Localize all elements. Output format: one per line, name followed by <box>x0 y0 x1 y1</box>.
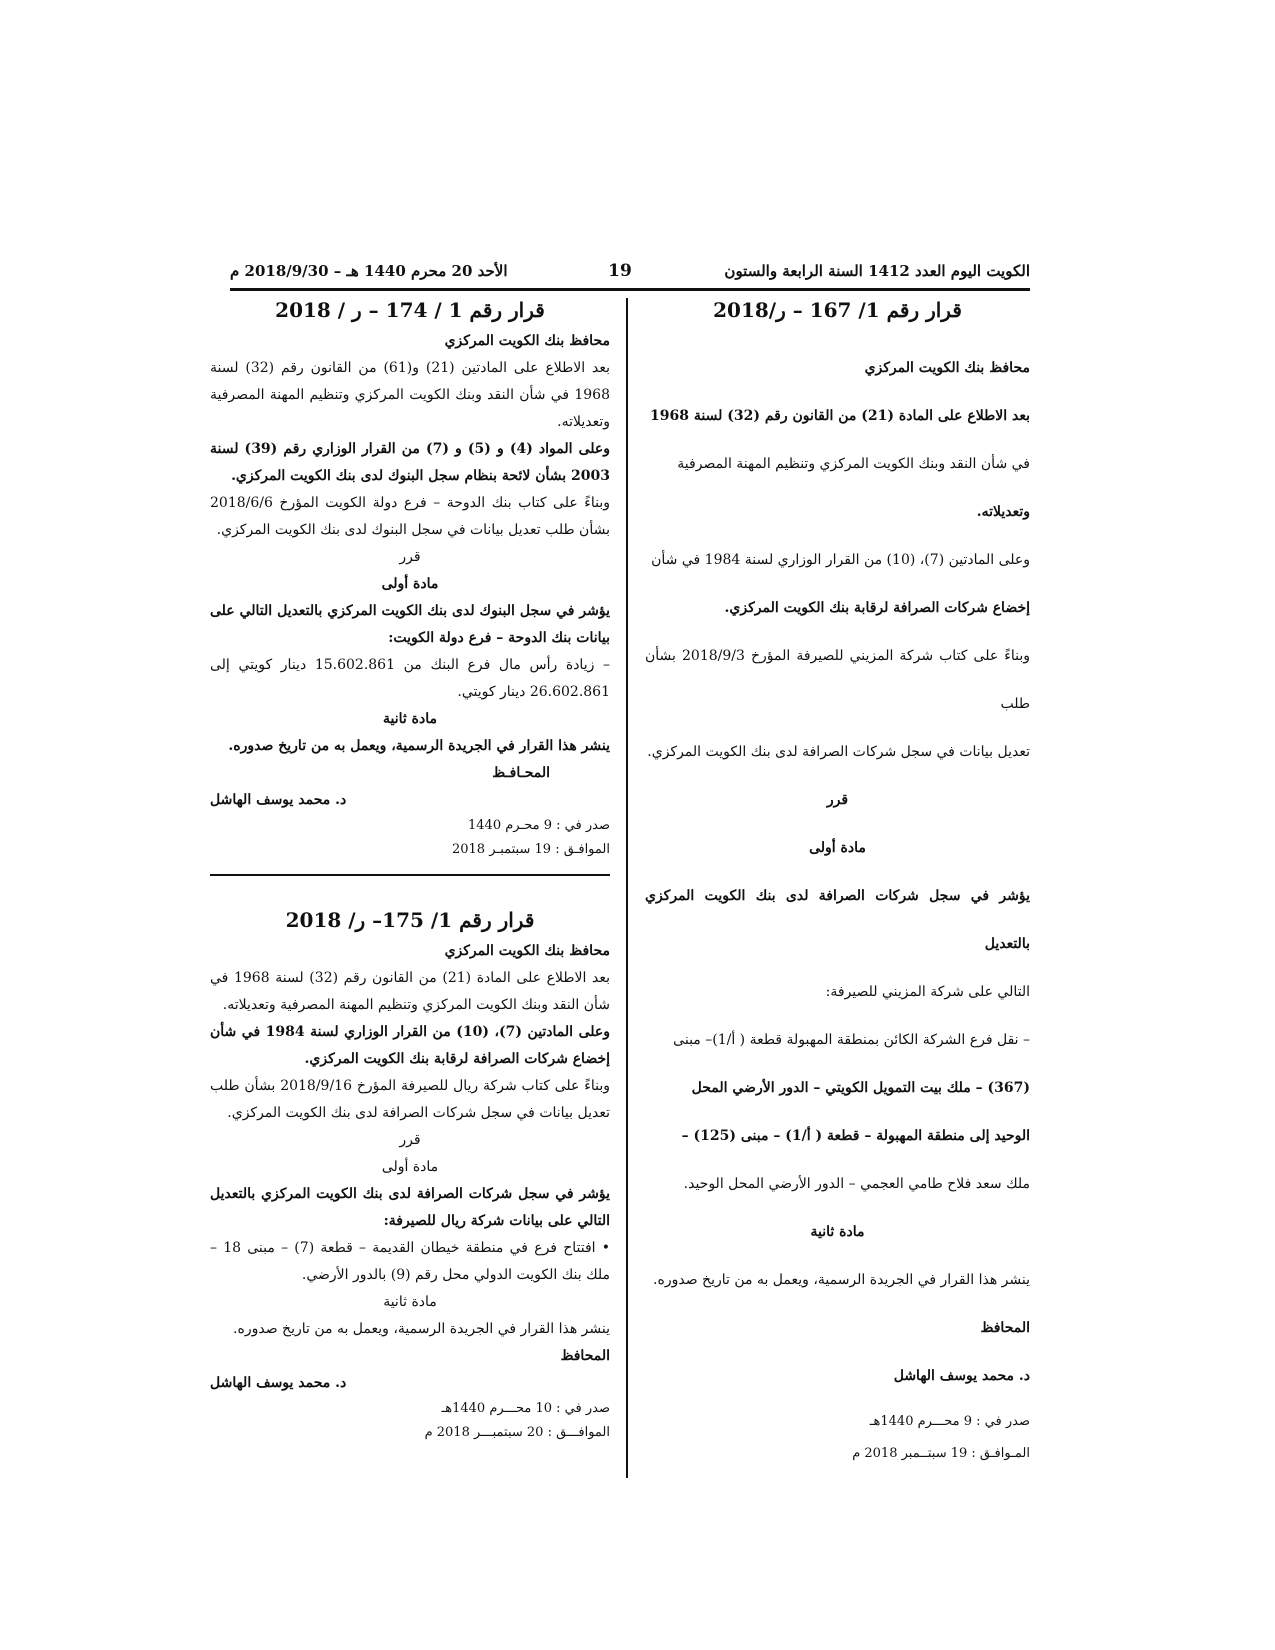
preamble-line: وبناءً على كتاب شركة المزيني للصيرفة المؤرخ 2018/9/3 بشأن طلب <box>645 648 1030 712</box>
article-paragraph: يؤشر في سجل شركات الصرافة لدى بنك الكويت المركزي بالتعديل التالي على بيانات شركة ريال للصيرفة: <box>210 1186 610 1229</box>
preamble-paragraph: وبناءً على كتاب بنك الدوحة – فرع دولة الكويت المؤرخ 2018/6/6 بشأن طلب تعديل بيانات في سجل البنوك لدى بنك الكويت المركزي. <box>210 495 610 538</box>
article-paragraph: ينشر هذا القرار في الجريدة الرسمية، ويعمل به من تاريخ صدوره. <box>233 1321 610 1337</box>
preamble-line: إخضاع شركات الصرافة لرقابة بنك الكويت المركزي. <box>724 600 1030 616</box>
decided-label: قرر <box>399 1132 421 1148</box>
governor-title: المحافظ <box>560 1348 610 1364</box>
article-line: الوحيد إلى منطقة المهبولة – قطعة ( أ/1) – مبنى (125) – <box>681 1128 1030 1144</box>
page-number: 19 <box>608 261 632 281</box>
corresponding-date: الموافـــق : 20 سبتمبـــر 2018 م <box>424 1425 610 1440</box>
governor-title: المحـافـظ <box>492 765 550 781</box>
decision-174 <box>210 298 610 862</box>
issuer: محافظ بنك الكويت المركزي <box>864 360 1030 376</box>
issuer: محافظ بنك الكويت المركزي <box>444 943 610 959</box>
preamble-paragraph: بعد الاطلاع على المادتين (21) و(61) من القانون رقم (32) لسنة 1968 في شأن النقد وبنك الكويت المركزي وتنظيم المهنة المصرفية وتعديلاته. <box>210 360 610 430</box>
corresponding-date: الموافـق : 19 سبتمبـر 2018 <box>451 842 610 857</box>
article-line: – نقل فرع الشركة الكائن بمنطقة المهبولة قطعة ( أ/1)– مبنى <box>673 1032 1030 1048</box>
preamble-paragraph: بعد الاطلاع على المادة (21) من القانون رقم (32) لسنة 1968 في شأن النقد وبنك الكويت المركزي وتنظيم المهنة المصرفية وتعديلاته. <box>210 970 610 1013</box>
header-divider <box>230 288 1030 291</box>
preamble-paragraph: وعلى المادتين (7)، (10) من القرار الوزاري لسنة 1984 في شأن إخضاع شركات الصرافة لرقابة بنك الكويت المركزي. <box>210 1024 610 1067</box>
issue-dates <box>645 1400 1030 1470</box>
article-line: يؤشر في سجل شركات الصرافة لدى بنك الكويت المركزي بالتعديل <box>645 888 1030 952</box>
issue-dates <box>210 1397 610 1445</box>
issued-date: صدر في : 10 محـــرم 1440هـ <box>441 1401 610 1416</box>
decision-title: قرار رقم 1 / 174 – ر / 2018 <box>275 298 545 322</box>
decided-label: قرر <box>826 792 849 808</box>
decision-167 <box>645 298 1030 1470</box>
header-issue-info: الكويت اليوم العدد 1412 السنة الرابعة والستون <box>724 262 1030 280</box>
header-date: الأحد 20 محرم 1440 هـ – 2018/9/30 م <box>230 262 508 280</box>
decided-label: قرر <box>399 549 421 565</box>
article-heading: مادة أولى <box>381 1159 439 1175</box>
corresponding-date: المـوافـق : 19 سبتــمبر 2018 م <box>852 1446 1030 1461</box>
article-line: (367) – ملك بيت التمويل الكويتي – الدور الأرضي المحل <box>691 1080 1030 1096</box>
issued-date: صدر في : 9 محـــرم 1440هـ <box>869 1414 1030 1429</box>
preamble-line: بعد الاطلاع على المادة (21) من القانون رقم (32) لسنة 1968 <box>650 408 1030 424</box>
page-header <box>230 256 1030 286</box>
signatory-name: د. محمد يوسف الهاشل <box>893 1368 1030 1384</box>
signatory-name: د. محمد يوسف الهاشل <box>210 792 347 808</box>
column-divider <box>626 298 628 1478</box>
article-heading: مادة ثانية <box>810 1224 865 1240</box>
preamble-paragraph: وبناءً على كتاب شركة ريال للصيرفة المؤرخ 2018/9/16 بشأن طلب تعديل بيانات في سجل شركات الصرافة لدى بنك الكويت المركزي. <box>210 1078 611 1121</box>
article-heading: مادة أولى <box>809 840 866 856</box>
article-line: ينشر هذا القرار في الجريدة الرسمية، ويعمل به من تاريخ صدوره. <box>653 1272 1030 1288</box>
issue-dates <box>210 814 610 862</box>
preamble-line: في شأن النقد وبنك الكويت المركزي وتنظيم المهنة المصرفية <box>677 456 1030 472</box>
issuer: محافظ بنك الكويت المركزي <box>444 333 610 349</box>
signatory-name: د. محمد يوسف الهاشل <box>210 1375 347 1391</box>
article-heading: مادة أولى <box>381 576 439 592</box>
preamble-line: وتعديلاته. <box>976 504 1030 520</box>
article-paragraph: يؤشر في سجل البنوك لدى بنك الكويت المركزي بالتعديل التالي على بيانات بنك الدوحة – فرع دولة الكويت: <box>210 603 610 646</box>
preamble-line: تعديل بيانات في سجل شركات الصرافة لدى بنك الكويت المركزي. <box>647 744 1030 760</box>
article-paragraph: ينشر هذا القرار في الجريدة الرسمية، ويعمل به من تاريخ صدوره. <box>228 738 610 754</box>
preamble-paragraph: وعلى المواد (4) و (5) و (7) من القرار الوزاري رقم (39) لسنة 2003 بشأن لائحة بنظام سجل البنوك لدى بنك الكويت المركزي. <box>210 441 611 484</box>
article-item: • افتتاح فرع في منطقة خيطان القديمة – قطعة (7) – مبنى 18 – ملك بنك الكويت الدولي محل رقم (9) بالدور الأرضي. <box>210 1240 610 1283</box>
article-heading: مادة ثانية <box>383 711 437 727</box>
article-line: التالي على شركة المزيني للصيرفة: <box>825 984 1030 1000</box>
decision-title: قرار رقم 1/ 167 – ر/2018 <box>713 298 962 322</box>
article-line: ملك سعد فلاح طامي العجمي – الدور الأرضي المحل الوحيد. <box>683 1176 1030 1192</box>
article-item: – زيادة رأس مال فرع البنك من 15.602.861 دينار كويتي إلى 26.602.861 دينار كويتي. <box>210 657 610 700</box>
decision-divider <box>210 874 610 876</box>
decision-title: قرار رقم 1/ 175– ر/ 2018 <box>285 908 535 932</box>
decision-175 <box>210 908 610 1445</box>
governor-title: المحافظ <box>980 1320 1030 1336</box>
issued-date: صدر في : 9 محـرم 1440 <box>468 818 610 833</box>
preamble-line: وعلى المادتين (7)، (10) من القرار الوزاري لسنة 1984 في شأن <box>651 552 1030 568</box>
article-heading: مادة ثانية <box>383 1294 437 1310</box>
